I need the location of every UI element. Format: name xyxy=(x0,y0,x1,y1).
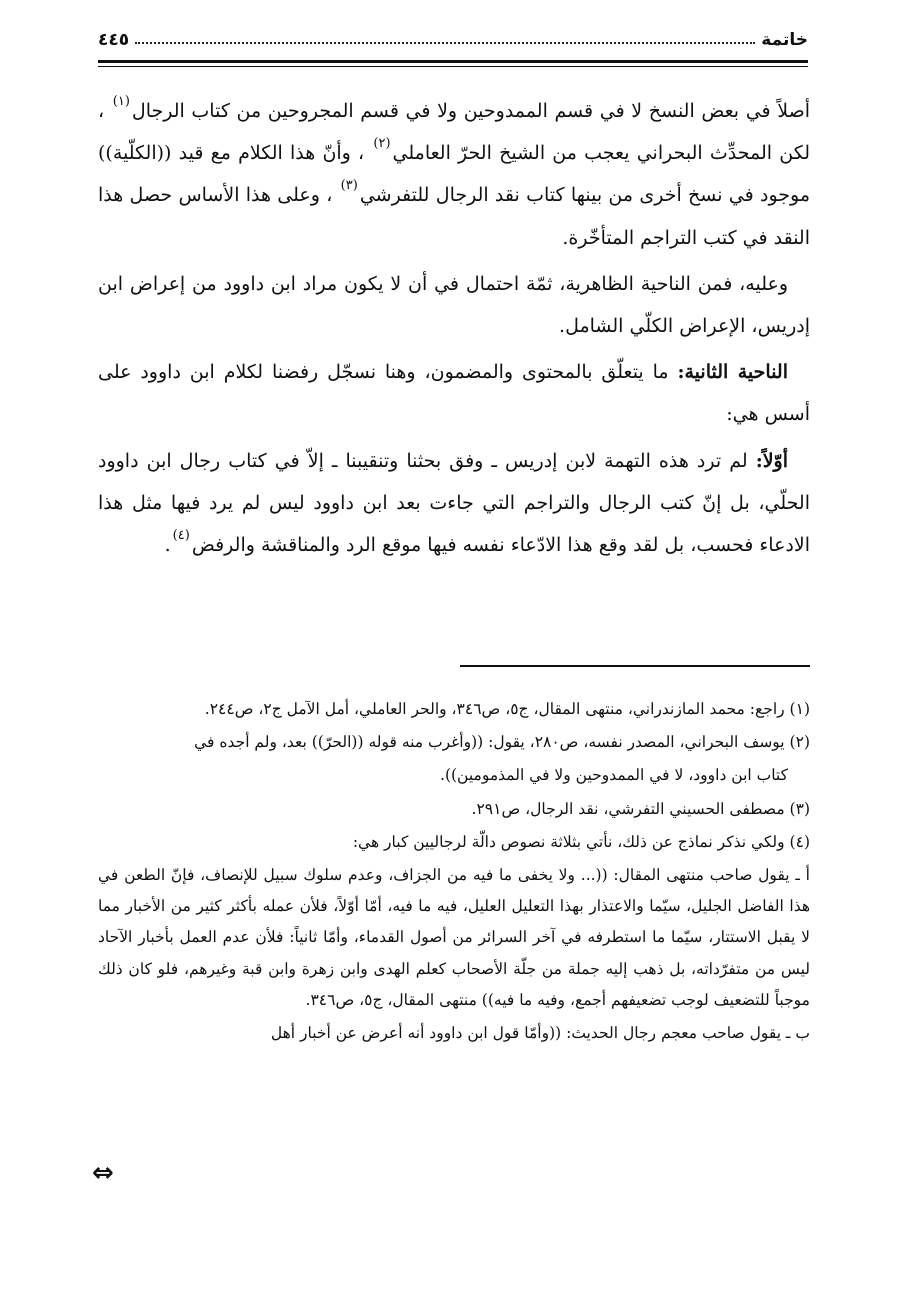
dot-leader xyxy=(135,41,755,44)
paragraph-4 xyxy=(98,440,810,567)
footnote-4-item-b: ب ـ يقول صاحب معجم رجال الحديث: ((وأمّا قول ابن داوود أنه أعرض عن أخبار أهل xyxy=(270,1024,810,1043)
paragraph-1-part-b: ، لكن المحدِّث البحراني يعجب من الشيخ الحرّ العاملي xyxy=(98,100,810,165)
chapter-title: خاتمة xyxy=(761,30,808,50)
paragraph-1-part-d: ، وعلى هذا الأساس حصل هذا النقد في كتب التراجم المتأخّرة. xyxy=(98,184,810,249)
footnotes xyxy=(98,694,810,1051)
page-number: ٤٤٥ xyxy=(98,30,130,50)
footnote-ref-3[interactable]: (٣) xyxy=(340,178,358,194)
footnote-2: (٢) يوسف البحراني، المصدر نفسه، ص٢٨٠، يقول: ((وأغرب منه قوله ((الحرّ)) بعد، ولم أجده في xyxy=(194,733,810,752)
footnote-ref-1[interactable]: (١) xyxy=(112,94,130,109)
paragraph-3-text: ما يتعلّق بالمحتوى والمضمون، وهنا نسجّل رفضنا لكلام ابن داوود على أسس هي: xyxy=(98,361,810,426)
section-heading-second-aspect: الناحية الثانية: xyxy=(677,361,788,384)
paragraph-2: وعليه، فمن الناحية الظاهرية، ثمّة احتمال في أن لا يكون مراد ابن داوود من إعراض ابن إدريس، الإعراض الكلّي الشامل. xyxy=(98,272,810,338)
paragraph-4-end: . xyxy=(164,534,171,557)
main-text xyxy=(98,90,810,570)
footnote-ref-4[interactable]: (٤) xyxy=(172,528,190,544)
point-first-label: أوّلاً: xyxy=(755,449,788,472)
footnote-1: (١) راجع: محمد المازندراني، منتهى المقال، ج٥، ص٣٤٦، والحر العاملي، أمل الآمل ج٢، ص٢٤٤. xyxy=(204,700,810,718)
double-arrow-icon: ⇔ xyxy=(92,1158,114,1188)
paragraph-1 xyxy=(98,90,810,259)
footnote-ref-2[interactable]: (٢) xyxy=(373,136,391,152)
paragraph-1-part-a: أصلاً في بعض النسخ لا في قسم الممدوحين ولا في قسم المجروحين من كتاب الرجال xyxy=(131,100,810,122)
footnote-separator xyxy=(460,665,810,667)
paragraph-3 xyxy=(98,351,810,435)
paragraph-4-text: لم ترد هذه التهمة لابن إدريس ـ وفق بحثنا وتنقيبنا ـ إلاّ في كتاب رجال ابن داوود الحلّي، بل إنّ كتب الرجال والتراجم التي جاءت بعد ابن داوود ليس لم يرد فيها مثل هذا الادعاء فحسب، بل لقد وقع هذا الادّعاء نفسه فيها موقع الرد والمناقشة والرفض xyxy=(98,449,810,557)
footnote-4-item-a: أ ـ يقول صاحب منتهى المقال: ((... ولا يخفى ما فيه من الجزاف، وعدم سلوك سبيل للإنصاف، فإنّ الطعن في هذا الفاضل الجليل، سيّما والاعتذار بهذا التعليل العليل، فيه ما فيه، أمّا أوّلاً، فلأن عمله بأكثر كثير من الأخبار مما لا يقبل الاستتار، سيّما ما استطرفه في آخر السرائر من أصول القدماء، وأمّا ثانياً: فلأن عدم العمل بأخبار الآحاد ليس من متفرّداته، بل ذهب إليه جملة من جلّة الأصحاب كعلم الهدى وابن زهرة وابن قبة وغيرهم، فلو كان ذلك موجباً للتضعيف لوجب تضعيفهم أجمع، وفيه ما فيه)) منتهى المقال، ج٥، ص٣٤٦. xyxy=(98,866,810,1009)
header-rule-thin xyxy=(98,66,808,67)
footnote-3: (٣) مصطفى الحسيني التفرشي، نقد الرجال، ص٢٩١. xyxy=(471,799,810,818)
running-header xyxy=(98,22,808,50)
footnote-4: (٤) ولكي نذكر نماذج عن ذلك، نأتي بثلاثة نصوص دالّة لرجاليين كبار هي: xyxy=(352,832,810,851)
footnote-2-continued: كتاب ابن داوود، لا في الممدوحين ولا في المذمومين)). xyxy=(440,766,788,785)
paragraph-1-part-c: ، وأنّ هذا الكلام مع قيد ((الكلّية)) موجود في نسخ أخرى من بينها كتاب نقد الرجال للتفرشي xyxy=(98,142,811,207)
header-rule xyxy=(98,60,808,63)
